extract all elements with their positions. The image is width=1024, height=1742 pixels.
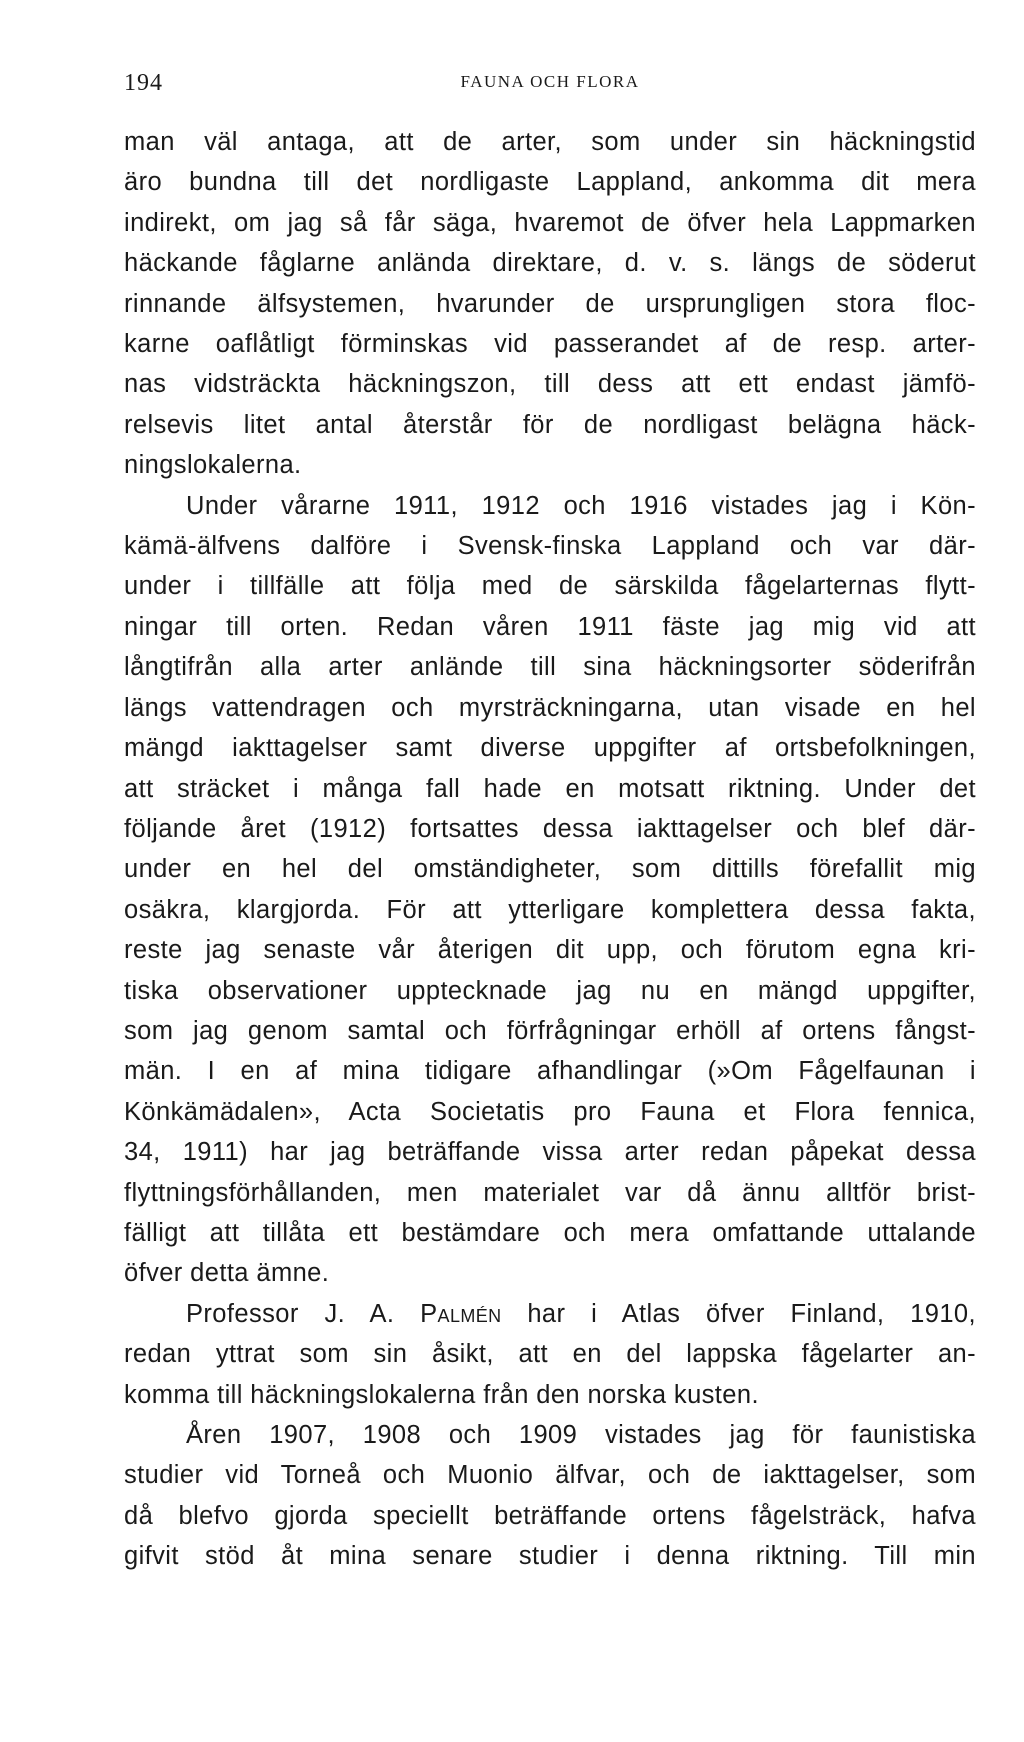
text-line: längs vattendragen och myrsträckningarna, utan visade en hel xyxy=(124,693,976,722)
body-text xyxy=(124,122,976,1577)
text-line: man väl antaga, att de arter, som under sin häckningstid xyxy=(124,128,976,156)
text-line: reste jag senaste vår återigen dit upp, och förutom egna kri- xyxy=(124,936,976,965)
text-line: som jag genom samtal och förfrågningar erhöll af ortens fångst- xyxy=(124,1016,976,1045)
text-line: under i tillfälle att följa med de särskilda fågelarternas flytt- xyxy=(124,572,976,601)
paragraph-1 xyxy=(124,122,976,486)
text-line: Åren 1907, 1908 och 1909 vistades jag för faunistiska xyxy=(186,1421,976,1449)
text-line: relsevis litet antal återstår för de nordligast belägna häck- xyxy=(124,410,976,439)
text-line: ningar till orten. Redan våren 1911 fäste jag mig vid att xyxy=(124,612,976,641)
page-header xyxy=(124,70,976,100)
text-line: indirekt, om jag så får säga, hvaremot de öfver hela Lappmarken xyxy=(124,208,976,237)
text-line: komma till häckningslokalerna från den norska kusten. xyxy=(124,1380,759,1409)
paragraph-2 xyxy=(124,486,976,1294)
text-line: män. I en af mina tidigare afhandlingar (»Om Fågelfaunan i xyxy=(124,1057,976,1086)
text-line: Könkämädalen», Acta Societatis pro Fauna et Flora fennica, xyxy=(124,1097,976,1126)
text-line: fälligt att tillåta ett bestämdare och mera omfattande uttalande xyxy=(124,1218,976,1247)
text-line: tiska observationer upptecknade jag nu en mängd uppgifter, xyxy=(124,976,976,1005)
text-line: 34, 1911) har jag beträffande vissa arter redan påpekat dessa xyxy=(124,1138,976,1167)
text-line: redan yttrat som sin åsikt, att en del lappska fågelarter an- xyxy=(124,1340,976,1369)
text-line: följande året (1912) fortsattes dessa iakttagelser och blef där- xyxy=(124,814,976,843)
text-line: under en hel del omständigheter, som dittills förefallit mig xyxy=(124,855,976,884)
text-line: att sträcket i många fall hade en motsatt riktning. Under det xyxy=(124,774,976,803)
paragraph-3 xyxy=(124,1294,976,1415)
text-line: flyttningsförhållanden, men materialet var då ännu alltför brist- xyxy=(124,1178,976,1207)
author-name: Palmén xyxy=(420,1299,502,1328)
paragraph-4 xyxy=(124,1415,976,1577)
text-line: långtifrån alla arter anlände till sina häckningsorter söderifrån xyxy=(124,653,976,682)
text-line: mängd iakttagelser samt diverse uppgifter af ortsbefolkningen, xyxy=(124,734,976,763)
text-line: häckande fåglarne anlända direktare, d. v. s. längs de söderut xyxy=(124,249,976,278)
text-line: studier vid Torneå och Muonio älfvar, och de iakttagelser, som xyxy=(124,1461,976,1490)
text-line: rinnande älfsystemen, hvarunder de ursprungligen stora floc- xyxy=(124,289,976,318)
running-head: FAUNA OCH FLORA xyxy=(460,72,640,91)
page-number: 194 xyxy=(124,70,163,96)
text-line: öfver detta ämne. xyxy=(124,1259,330,1288)
text-line: ningslokalerna. xyxy=(124,451,302,480)
text-line: kämä-älfvens dalföre i Svensk-finska Lappland och var där- xyxy=(124,532,976,561)
text-fragment: Professor J. A. xyxy=(186,1299,421,1328)
text-line: karne oaflåtligt förminskas vid passerandet af de resp. arter- xyxy=(124,330,976,359)
text-fragment: har i Atlas öfver Finland, 1910, xyxy=(501,1299,976,1328)
text-line xyxy=(124,1294,976,1334)
text-line: då blefvo gjorda speciellt beträffande ortens fågelsträck, hafva xyxy=(124,1501,976,1530)
text-line: gifvit stöd åt mina senare studier i denna riktning. Till min xyxy=(124,1542,976,1571)
text-line: nas vidsträckta häckningszon, till dess att ett endast jämfö- xyxy=(124,370,976,399)
text-line: äro bundna till det nordligaste Lappland, ankomma dit mera xyxy=(124,168,976,197)
text-line: Under vårarne 1911, 1912 och 1916 vistades jag i Kön- xyxy=(186,491,976,520)
text-line: osäkra, klargjorda. För att ytterligare komplettera dessa fakta, xyxy=(124,895,976,924)
